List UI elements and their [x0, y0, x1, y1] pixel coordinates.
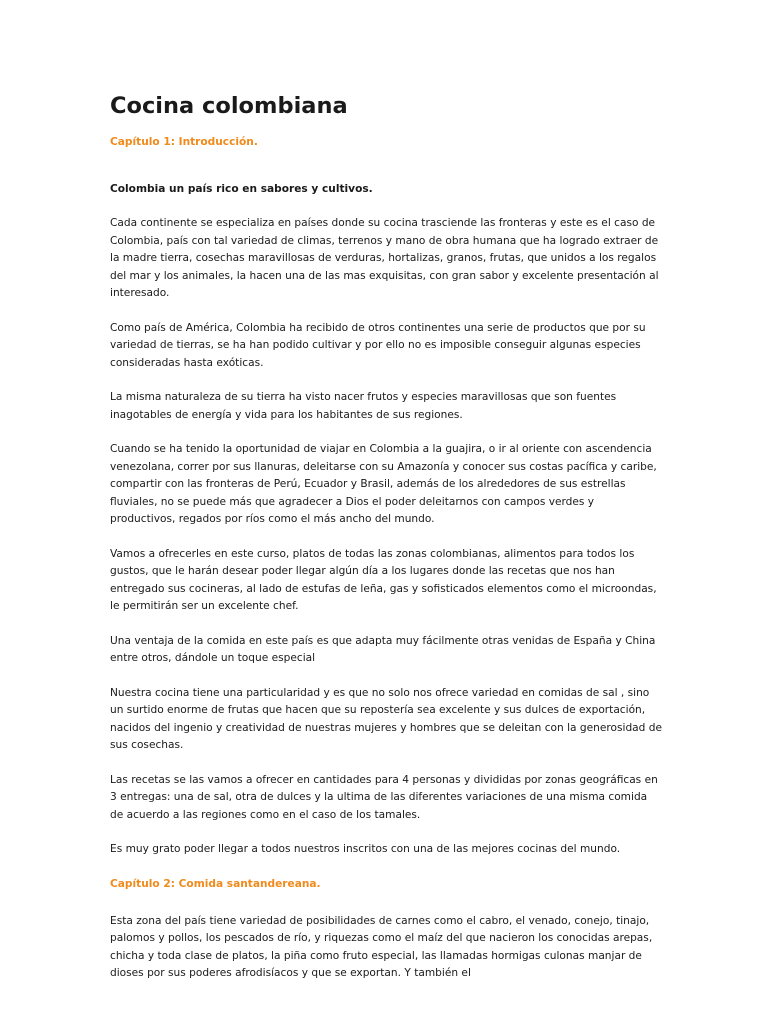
document-title: Cocina colombiana: [110, 93, 348, 119]
paragraph: Como país de América, Colombia ha recibido de otros continentes una serie de productos que por su variedad de tierras, se ha han podido cultivar y por ello no es imposible conseguir algunas especies consideradas hasta exóticas.: [110, 321, 646, 369]
paragraph: Es muy grato poder llegar a todos nuestros inscritos con una de las mejores cocinas del mundo.: [110, 843, 621, 855]
chapter-1-subheading: Colombia un país rico en sabores y cultivos.: [110, 183, 373, 195]
chapter-2-heading: Capítulo 2: Comida santandereana.: [110, 877, 321, 890]
paragraph: Esta zona del país tiene variedad de posibilidades de carnes como el cabro, el venado, conejo, tinajo, palomos y pollos, los pescados de río, y riquezas como el maíz del que nacieron los conocidas arepas, chicha y toda clase de platos, la piña como fruto especial, las llamadas hormigas culonas manjar de dioses por sus poderes afrodisíacos y que se exportan. Y también el: [110, 914, 653, 979]
paragraph: Una ventaja de la comida en este país es que adapta muy fácilmente otras venidas de España y China entre otros, dándole un toque especial: [110, 634, 656, 664]
paragraph: Cada continente se especializa en países donde su cocina trasciende las fronteras y este es el caso de Colombia, país con tal variedad de climas, terrenos y mano de obra humana que ha logrado extraer de la madre tierra, cosechas maravillosas de verduras, hortalizas, granos, frutas, que unidos a los regalos del mar y los animales, la hacen una de las mas exquisitas, con gran sabor y excelente presentación al interesado.: [110, 217, 659, 299]
paragraph: Nuestra cocina tiene una particularidad y es que no solo nos ofrece variedad en comidas de sal , sino un surtido enorme de frutas que hacen que su repostería sea excelente y sus dulces de exportación, nacidos del ingenio y creatividad de nuestras mujeres y hombres que se deleitan con la generosidad de sus cosechas.: [110, 686, 663, 751]
paragraph: Cuando se ha tenido la oportunidad de viajar en Colombia a la guajira, o ir al oriente con ascendencia venezolana, correr por sus llanuras, deleitarse con su Amazonía y conocer sus costas pacífica y caribe, compartir con las fronteras de Perú, Ecuador y Brasil, además de los alrededores de sus estrellas fluviales, no se puede más que agradecer a Dios el poder deleitarnos con campos verdes y productivos, regados por ríos como el más ancho del mundo.: [110, 443, 657, 525]
paragraph: Vamos a ofrecerles en este curso, platos de todas las zonas colombianas, alimentos para todos los gustos, que le harán desear poder llegar algún día a los lugares donde las recetas que nos han entregado sus cocineras, al lado de estufas de leña, gas y sofisticados elementos como el microondas, le permitirán ser un excelente chef.: [110, 547, 657, 612]
paragraph: Las recetas se las vamos a ofrecer en cantidades para 4 personas y divididas por zonas geográficas en 3 entregas: una de sal, otra de dulces y la ultima de las diferentes variaciones de una misma comida de acuerdo a las regiones como en el caso de los tamales.: [110, 773, 658, 821]
chapter-1-heading: Capítulo 1: Introducción.: [110, 136, 258, 148]
document-page: [110, 92, 662, 983]
paragraph: La misma naturaleza de su tierra ha visto nacer frutos y especies maravillosas que son fuentes inagotables de energía y vida para los habitantes de sus regiones.: [110, 391, 617, 421]
